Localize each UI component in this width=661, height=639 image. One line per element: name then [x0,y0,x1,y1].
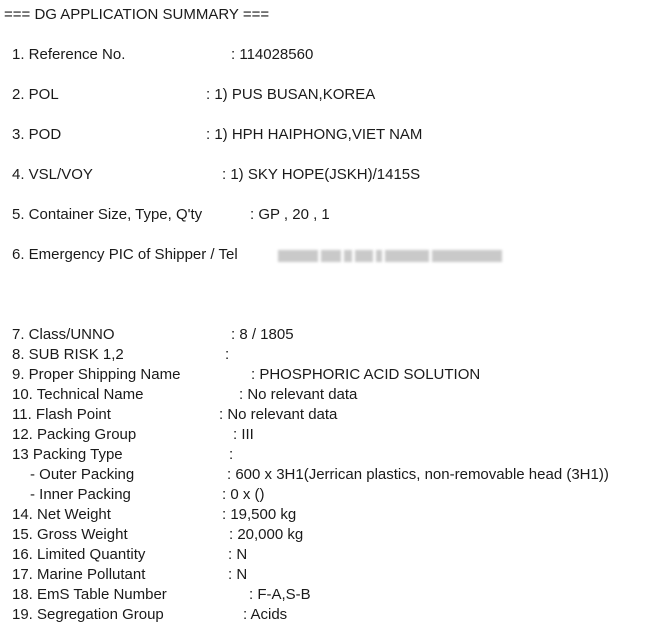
item-limited-quantity-value: : N [228,546,248,563]
item-reference-value: : 114028560 [231,46,314,63]
item-inner-packing-label: - Inner Packing [30,486,131,503]
item-marine-pollutant-label: 17. Marine Pollutant [12,566,146,583]
item-gross-weight-value: : 20,000 kg [229,526,304,543]
item-ems-table-number-value: : F-A,S-B [249,586,311,603]
page-title: === DG APPLICATION SUMMARY === [4,6,270,23]
redacted-contact [278,249,502,263]
item-sub-risk-label: 8. SUB RISK 1,2 [12,346,124,363]
item-packing-type-value: : [229,446,234,463]
item-pod-label: 3. POD [12,126,62,143]
item-segregation-group-label: 19. Segregation Group [12,606,164,623]
item-net-weight-value: : 19,500 kg [222,506,297,523]
item-limited-quantity-label: 16. Limited Quantity [12,546,146,563]
item-pod-value: : 1) HPH HAIPHONG,VIET NAM [206,126,423,143]
item-marine-pollutant-value: : N [228,566,248,583]
item-flash-point-value: : No relevant data [219,406,338,423]
item-container-label: 5. Container Size, Type, Q'ty [12,206,203,223]
item-pol-label: 2. POL [12,86,59,103]
item-packing-type-label: 13 Packing Type [12,446,123,463]
item-ems-table-number-label: 18. EmS Table Number [12,586,167,603]
item-sub-risk-value: : [225,346,230,363]
item-vslvoy-label: 4. VSL/VOY [12,166,93,183]
item-gross-weight-label: 15. Gross Weight [12,526,128,543]
item-reference-label: 1. Reference No. [12,46,126,63]
item-inner-packing-value: : 0 x () [222,486,265,503]
item-technical-name-label: 10. Technical Name [12,386,144,403]
item-emergency-label: 6. Emergency PIC of Shipper / Tel [12,246,238,263]
item-segregation-group-value: : Acids [243,606,288,623]
item-packing-group-value: : III [233,426,254,443]
item-pol-value: : 1) PUS BUSAN,KOREA [206,86,376,103]
item-proper-shipping-name-label: 9. Proper Shipping Name [12,366,181,383]
item-vslvoy-value: : 1) SKY HOPE(JSKH)/1415S [222,166,421,183]
item-technical-name-value: : No relevant data [239,386,358,403]
item-proper-shipping-name-value: : PHOSPHORIC ACID SOLUTION [251,366,481,383]
item-outer-packing-label: - Outer Packing [30,466,135,483]
item-outer-packing-value: : 600 x 3H1(Jerrican plastics, non-removable head (3H1)) [227,466,609,483]
item-net-weight-label: 14. Net Weight [12,506,111,523]
item-flash-point-label: 11. Flash Point [12,406,111,423]
item-container-value: : GP , 20 , 1 [250,206,330,223]
item-packing-group-label: 12. Packing Group [12,426,137,443]
item-class-unno-value: : 8 / 1805 [231,326,294,343]
item-class-unno-label: 7. Class/UNNO [12,326,115,343]
